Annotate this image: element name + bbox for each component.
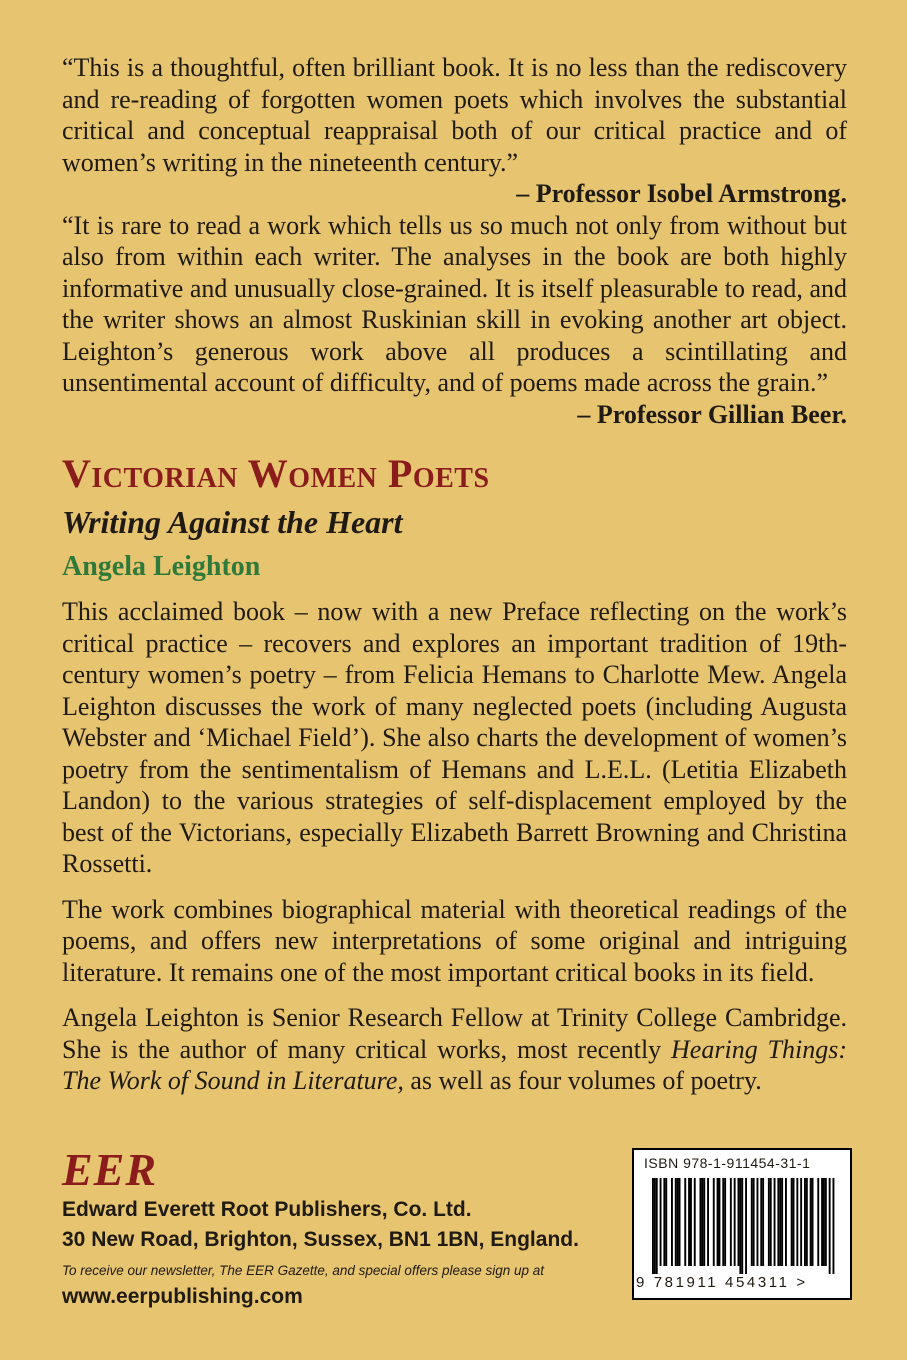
barcode-bar (713, 1178, 715, 1266)
barcode-bar (660, 1178, 662, 1266)
barcode-bar (677, 1178, 679, 1266)
back-cover-content (62, 52, 847, 1097)
review-quote-beer (62, 210, 847, 429)
barcode-bar (774, 1178, 776, 1266)
review-quote-armstrong (62, 52, 847, 208)
description-paragraph-2: The work combines biographical material with theoretical readings of the poems, and offers new interpretations of some original and intriguing literature. It remains one of the most important critical books in its field. (62, 894, 847, 987)
barcode-bar (760, 1178, 762, 1266)
publisher-website[interactable]: www.eerpublishing.com (62, 1285, 303, 1308)
quote-attribution: – Professor Gillian Beer. (577, 399, 847, 429)
publisher-name: Edward Everett Root Publishers, Co. Ltd. (62, 1198, 472, 1221)
barcode-bar (817, 1178, 819, 1266)
barcode-bar (719, 1178, 721, 1266)
newsletter-note: To receive our newsletter, The EER Gazette, and special offers please sign up at (62, 1263, 545, 1278)
barcode-bar (739, 1178, 741, 1274)
barcode-bar (745, 1178, 747, 1274)
barcode-bar (833, 1178, 835, 1274)
barcode-bar (654, 1178, 656, 1274)
barcode-bar (812, 1178, 814, 1266)
barcode-bar (663, 1178, 665, 1266)
barcode-bar (757, 1178, 759, 1266)
barcode-bar (734, 1178, 736, 1266)
barcode-bar (810, 1178, 812, 1266)
barcode-bar (785, 1178, 787, 1266)
barcode-bar (768, 1178, 770, 1266)
description-paragraph-1: This acclaimed book – now with a new Preface reflecting on the work’s critical practice – recovers and explores an important tradition of 19th-century women’s poetry – from Felicia Hemans to Charlotte Mew. Angela Leighton discusses the work of many neglected poets (including Augusta Webster and ‘Michael Field’). She also charts the development of women’s poetry from the sentimentalism of Hemans and L.E.L. (Letitia Elizabeth Landon) to the various strategies of self-displacement employed by the best of the Victorians, especially Elizabeth Barrett Browning and Christina Rossetti. (62, 597, 847, 878)
barcode-bar (665, 1178, 667, 1266)
barcode-bar (762, 1178, 764, 1266)
barcode-bar (806, 1178, 808, 1266)
barcode-bar (741, 1178, 743, 1274)
barcode-bar (793, 1178, 795, 1266)
barcode-bar (688, 1178, 690, 1266)
barcode-bar (679, 1178, 681, 1266)
barcode-bar (829, 1178, 831, 1274)
publisher-address: 30 New Road, Brighton, Sussex, BN1 1BN, England. (62, 1228, 579, 1251)
barcode-bar (717, 1178, 719, 1266)
barcode-bar (823, 1178, 825, 1266)
bio-intro: Angela Leighton is Senior Research Fellow at Trinity College Cambridge. She is the author of many critical works, most recently (62, 1003, 847, 1064)
barcode-bar (751, 1178, 753, 1266)
author-bio (62, 1002, 847, 1097)
barcode-digits: 9 781911 454311 > (636, 1274, 808, 1291)
quote-text: “It is rare to read a work which tells us so much not only from without but also from within each writer. The analyses in the book are both highly informative and unusually close-grained. It is itself pleasurable to read, and the writer shows an almost Ruskinian skill in evoking another art object. Leighton’s generous work above all produces a scintillating and unsentimental account of difficulty, and of poems made across the grain.” (62, 210, 847, 397)
book-title: Victorian Women Poets (62, 451, 490, 496)
bio-outro: as well as four volumes of poetry. (403, 1066, 762, 1095)
barcode-bar (800, 1178, 802, 1266)
barcode-box (632, 1148, 852, 1300)
barcode-bar (684, 1178, 686, 1266)
barcode-bar (770, 1178, 772, 1266)
book-author: Angela Leighton (62, 551, 261, 582)
barcode-bar (791, 1178, 793, 1266)
barcode-bar (781, 1178, 783, 1266)
quote-attribution: – Professor Isobel Armstrong. (516, 179, 847, 208)
barcode-icon (652, 1178, 836, 1274)
barcode-bar (675, 1178, 677, 1266)
barcode-bar (722, 1178, 724, 1266)
barcode-bar (707, 1178, 709, 1266)
barcode-bar (652, 1178, 654, 1274)
barcode-bar (779, 1178, 781, 1266)
barcode-bar (656, 1178, 658, 1274)
barcode-bar (700, 1178, 702, 1266)
barcode-bar (701, 1178, 703, 1266)
barcode-bar (821, 1178, 823, 1266)
publisher-logo: EER (62, 1144, 158, 1195)
book-subtitle: Writing Against the Heart (62, 504, 403, 540)
barcode-bar (825, 1178, 827, 1266)
barcode-bar (730, 1178, 732, 1266)
publisher-block (62, 1145, 622, 1311)
bio-book-title: Hearing Things: The Work of Sound in Literature, (62, 1034, 848, 1095)
barcode-bar (694, 1178, 696, 1266)
barcode-bar (690, 1178, 692, 1266)
quote-text: “This is a thoughtful, often brilliant book. It is no less than the rediscovery and re-reading of forgotten women poets which involves the substantial critical and conceptual reappraisal both of our critical practice and of women’s writing in the nineteenth century.” (62, 53, 847, 177)
barcode-bar (796, 1178, 798, 1266)
barcode-bar (724, 1178, 726, 1266)
barcode-bar (671, 1178, 673, 1266)
barcode-bar (777, 1178, 779, 1266)
barcode-bar (738, 1178, 740, 1266)
isbn-label: ISBN 978-1-911454-31-1 (644, 1155, 811, 1171)
barcode-bar (703, 1178, 705, 1266)
barcode-bar (804, 1178, 806, 1266)
barcode-bar (753, 1178, 755, 1266)
